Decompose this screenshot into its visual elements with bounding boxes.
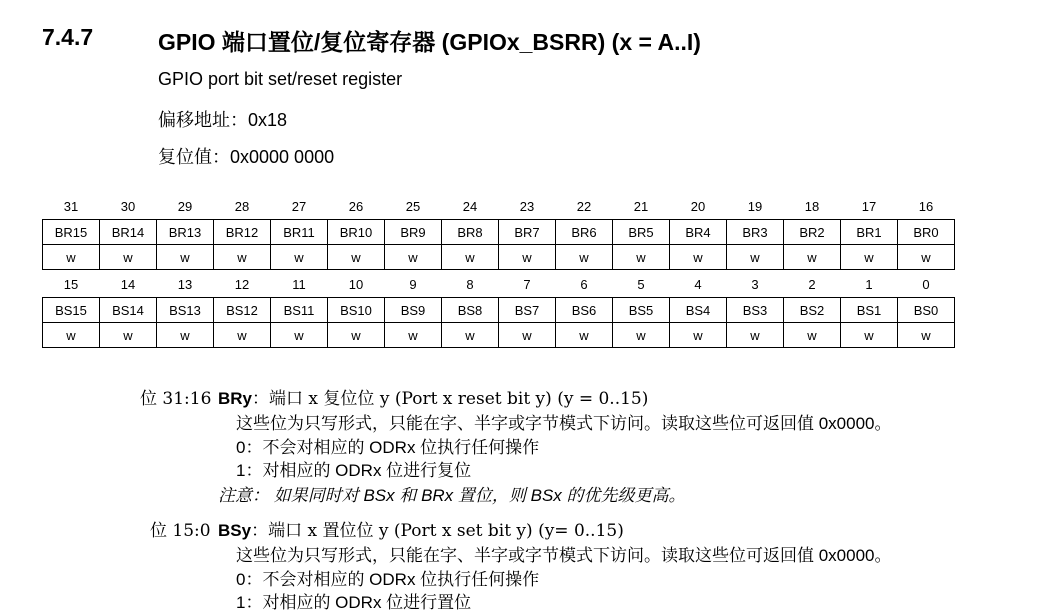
bit-field-name: BR11	[271, 220, 328, 245]
br-field-name: BRy	[218, 389, 253, 408]
bit-field-name: BS13	[157, 298, 214, 323]
bit-number: 14	[120, 276, 136, 292]
bit-field-name: BR6	[556, 220, 613, 245]
bit-field-name: BR10	[328, 220, 385, 245]
bit-access: w	[214, 323, 271, 348]
bit-field-name: BS4	[670, 298, 727, 323]
bit-number: 22	[576, 198, 592, 214]
bit-field-name: BR5	[613, 220, 670, 245]
br-line-1: 这些位为只写形式，只能在字、半字或字节模式下访问。读取这些位可返回值 0x0000。	[236, 414, 892, 433]
bit-number: 30	[120, 198, 136, 214]
bit-number: 0	[922, 276, 930, 292]
bit-field-name: BR13	[157, 220, 214, 245]
br-bits-label: 位 31:16	[140, 389, 212, 409]
register-subtitle: GPIO port bit set/reset register	[158, 69, 403, 89]
bit-access: w	[670, 245, 727, 270]
bit-field-name: BR2	[784, 220, 841, 245]
bit-number: 19	[747, 198, 763, 214]
bit-number: 12	[234, 276, 250, 292]
bit-field-name: BS6	[556, 298, 613, 323]
br-field-desc: ：端口 x 复位位 y (Port x reset bit y) (y = 0..15)	[252, 389, 649, 409]
bit-field-name: BS9	[385, 298, 442, 323]
bit-access: w	[670, 323, 727, 348]
bit-access: w	[898, 323, 955, 348]
bit-access: w	[100, 245, 157, 270]
bit-number: 26	[348, 198, 364, 214]
bit-access: w	[841, 245, 898, 270]
bit-field-name: BR8	[442, 220, 499, 245]
bit-access: w	[841, 323, 898, 348]
bit-number: 8	[466, 276, 474, 292]
offset-label: 偏移地址：	[158, 110, 248, 131]
register-table-upper	[42, 193, 955, 270]
br-line-3: 1：对相应的 ODRx 位进行复位	[236, 461, 472, 480]
bit-access: w	[784, 323, 841, 348]
bit-field-name: BR0	[898, 220, 955, 245]
bit-number: 31	[63, 198, 79, 214]
bit-field-name: BR9	[385, 220, 442, 245]
bs-line-1: 这些位为只写形式，只能在字、半字或字节模式下访问。读取这些位可返回值 0x0000。	[236, 546, 892, 565]
bit-field-name: BR7	[499, 220, 556, 245]
bit-number: 28	[234, 198, 250, 214]
offset-line	[158, 106, 287, 132]
bit-access: w	[556, 245, 613, 270]
bit-number: 4	[694, 276, 702, 292]
bit-access: w	[385, 323, 442, 348]
section-title: GPIO 端口置位/复位寄存器 (GPIOx_BSRR) (x = A..I)	[158, 29, 701, 55]
bit-number: 21	[633, 198, 649, 214]
bit-access: w	[157, 323, 214, 348]
bit-number: 11	[292, 276, 306, 292]
bit-number: 15	[63, 276, 79, 292]
bit-field-name: BS2	[784, 298, 841, 323]
bs-field-desc: ：端口 x 置位位 y (Port x set bit y) (y= 0..15)	[251, 521, 624, 541]
br-field-title	[218, 384, 648, 409]
bit-field-name: BS3	[727, 298, 784, 323]
bit-number: 10	[348, 276, 364, 292]
bit-number: 6	[580, 276, 588, 292]
bit-field-name: BR4	[670, 220, 727, 245]
bit-field-name: BR3	[727, 220, 784, 245]
bit-access: w	[328, 323, 385, 348]
bit-number: 27	[291, 198, 307, 214]
reset-value: 0x0000 0000	[230, 147, 335, 167]
bit-number: 16	[918, 198, 934, 214]
bit-access: w	[214, 245, 271, 270]
bit-access: w	[898, 245, 955, 270]
bit-access: w	[385, 245, 442, 270]
bs-line-3: 1：对相应的 ODRx 位进行置位	[236, 593, 472, 612]
bit-number: 18	[804, 198, 820, 214]
bit-field-name: BS0	[898, 298, 955, 323]
br-line-2: 0：不会对相应的 ODRx 位执行任何操作	[236, 438, 540, 457]
bit-number: 24	[462, 198, 478, 214]
bit-access: w	[499, 323, 556, 348]
bit-field-name: BR15	[43, 220, 100, 245]
bit-field-name: BS12	[214, 298, 271, 323]
offset-value: 0x18	[248, 110, 288, 130]
bit-number: 3	[751, 276, 759, 292]
bit-access: w	[442, 245, 499, 270]
bit-access: w	[157, 245, 214, 270]
bit-number: 9	[409, 276, 417, 292]
bit-access: w	[499, 245, 556, 270]
bit-number: 1	[865, 276, 873, 292]
section-number: 7.4.7	[42, 24, 94, 50]
bit-field-name: BS11	[271, 298, 328, 323]
bit-field-name: BS10	[328, 298, 385, 323]
bs-field-title	[218, 516, 624, 541]
bit-field-name: BS1	[841, 298, 898, 323]
bit-field-name: BS7	[499, 298, 556, 323]
bit-number: 25	[405, 198, 421, 214]
br-note: 注意： 如果同时对 BSx 和 BRx 置位，则 BSx 的优先级更高。	[218, 486, 686, 505]
bit-access: w	[727, 245, 784, 270]
bit-access: w	[328, 245, 385, 270]
bit-field-name: BS8	[442, 298, 499, 323]
reset-line	[158, 143, 334, 169]
bit-access: w	[613, 245, 670, 270]
bs-field-name: BSy	[218, 521, 252, 540]
bit-number: 7	[523, 276, 531, 292]
bit-access: w	[442, 323, 499, 348]
bit-number: 13	[177, 276, 193, 292]
bit-number: 5	[637, 276, 645, 292]
bit-access: w	[556, 323, 613, 348]
bit-field-name: BS14	[100, 298, 157, 323]
bit-number: 23	[519, 198, 535, 214]
bit-access: w	[271, 323, 328, 348]
reset-label: 复位值：	[158, 147, 230, 168]
bit-field-name: BR14	[100, 220, 157, 245]
bit-access: w	[271, 245, 328, 270]
bit-access: w	[43, 245, 100, 270]
bit-access: w	[43, 323, 100, 348]
bit-access: w	[613, 323, 670, 348]
bit-field-name: BR1	[841, 220, 898, 245]
bit-access: w	[727, 323, 784, 348]
bit-number: 17	[861, 198, 877, 214]
bit-number: 20	[690, 198, 706, 214]
bit-field-name: BS5	[613, 298, 670, 323]
bit-number: 2	[808, 276, 816, 292]
bit-access: w	[784, 245, 841, 270]
bit-field-name: BS15	[43, 298, 100, 323]
bit-number: 29	[177, 198, 193, 214]
bs-line-2: 0：不会对相应的 ODRx 位执行任何操作	[236, 570, 540, 589]
bit-access: w	[100, 323, 157, 348]
bit-field-name: BR12	[214, 220, 271, 245]
register-table-lower	[42, 271, 955, 348]
bs-bits-label: 位 15:0	[150, 521, 211, 541]
